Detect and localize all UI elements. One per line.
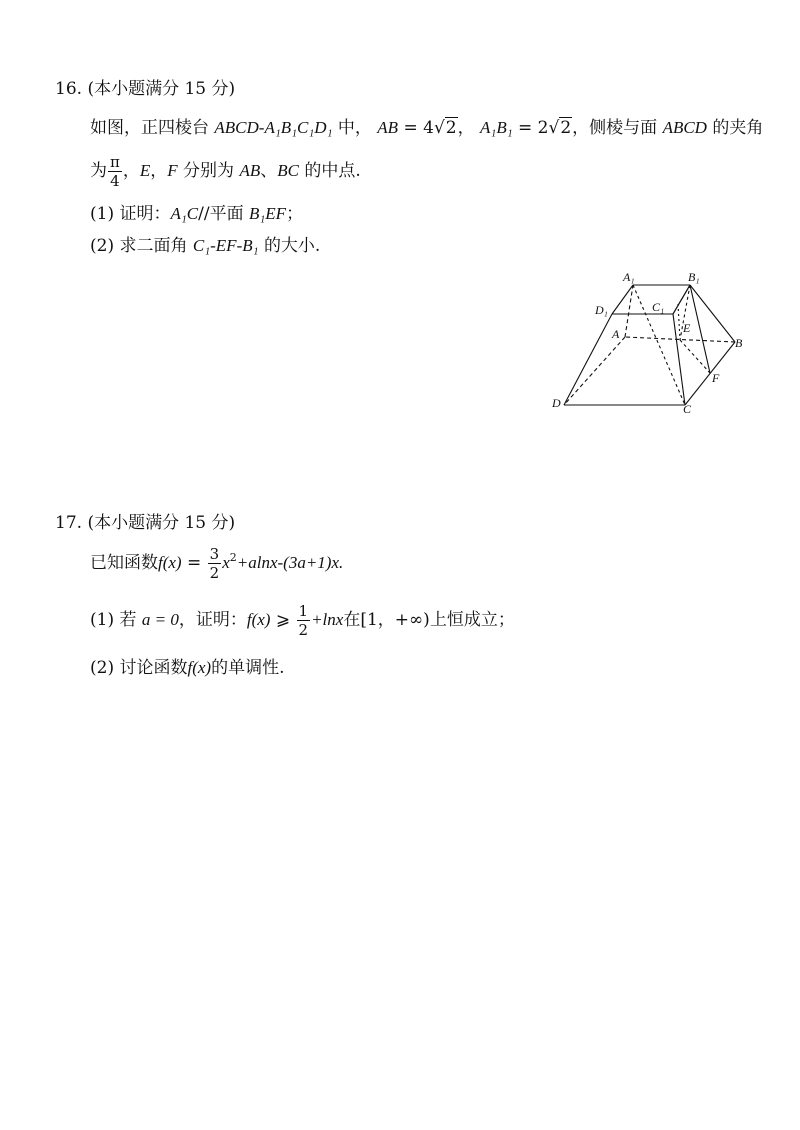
q17-part1	[90, 601, 515, 639]
line-c1-aux	[678, 304, 680, 340]
label-a: A	[612, 327, 620, 341]
label-d1: D₁	[595, 303, 608, 317]
q16-line2-text-4: 的中点.	[304, 161, 361, 181]
q16-ab-radicand: 2	[445, 118, 457, 138]
q16-line2-pre: 为	[90, 161, 107, 181]
label-c1: C₁	[652, 300, 665, 314]
q16-frac-num: π	[110, 153, 120, 171]
q17-part1-geq: ⩾	[270, 610, 296, 630]
q16-part1-line: A₁C	[170, 204, 199, 223]
q16-part1-label: (1) 证明：	[90, 204, 171, 224]
q16-intro-text-2: 中，	[337, 118, 372, 138]
q17-part1-label: (1) 若	[90, 610, 137, 630]
q16-a1b1-value: = 2	[512, 118, 549, 138]
q16-part1	[90, 203, 303, 225]
q16-solid-name: ABCD-A₁B₁C₁D₁	[214, 118, 333, 137]
q17-fraction	[208, 545, 222, 582]
q17-part1-text: ，证明：	[178, 610, 247, 630]
q16-angle-fraction	[108, 153, 122, 190]
q16-intro-text-3: ，侧棱与面	[572, 118, 658, 138]
q16-line2-text-2: 分别为	[183, 161, 235, 181]
q16-a1b1-radicand: 2	[560, 118, 572, 138]
q16-part2-angle: C₁-EF-B₁	[192, 236, 259, 255]
q16-point-e: E	[139, 161, 151, 180]
q16-line2-text-1: ，	[122, 161, 140, 181]
label-c: C	[683, 402, 692, 416]
q17-part1-rest: +lnx	[311, 610, 344, 629]
q16-part1-text: //平面	[198, 204, 244, 224]
q16-a1b1-sqrt: √2	[548, 118, 572, 138]
q16-part1-end: ；	[286, 204, 304, 224]
q17-frac-den: 2	[209, 564, 220, 582]
q16-line2-text-3: 、	[260, 161, 278, 181]
q17-eq: =	[181, 553, 207, 573]
edge-d1a1	[612, 285, 633, 314]
edge-aa1	[625, 285, 633, 337]
q17-fx: f(x)	[158, 553, 182, 572]
q16-part2	[90, 235, 320, 257]
q16-intro-text-4: 的夹角	[712, 118, 764, 138]
label-b1: B₁	[688, 270, 700, 284]
q16-ab-sqrt: √2	[433, 118, 457, 138]
q16-part2-end: 的大小.	[263, 236, 321, 256]
q17-part2-end: 的单调性.	[211, 658, 285, 678]
q16-ab-label: AB	[377, 118, 399, 137]
q17-x: x	[222, 553, 230, 572]
label-b: B	[735, 336, 743, 350]
line-ef	[680, 340, 710, 373]
q17-part1-fraction	[297, 602, 311, 639]
q17-intro	[90, 544, 343, 582]
q16-ab-value: = 4	[398, 118, 434, 138]
q17-frac-num: 3	[209, 545, 220, 563]
q16-intro-sep: ，	[457, 118, 475, 138]
q16-header: 16. (本小题满分 15 分)	[55, 79, 236, 99]
q17-part2	[90, 657, 284, 679]
q17-header: 17. (本小题满分 15 分)	[55, 513, 236, 533]
q16-point-f: F	[167, 161, 178, 180]
q16-segment-bc: BC	[277, 161, 299, 180]
q16-segment-ab: AB	[239, 161, 261, 180]
q16-a1b1-label: A₁B₁	[480, 118, 513, 137]
q17-part2-label: (2) 讨论函数	[90, 658, 188, 678]
label-a1: A₁	[623, 270, 635, 284]
q17-intro-pre: 已知函数	[90, 553, 158, 573]
q17-part1-frac-num: 1	[298, 602, 309, 620]
q16-line2	[90, 152, 361, 190]
q17-part1-fx: f(x)	[246, 610, 271, 629]
q17-part1-range: 在[1，+∞)上恒成立；	[343, 610, 515, 630]
q17-rest: +alnx-(3a+1)x.	[236, 553, 344, 572]
q17-part1-frac-den: 2	[298, 621, 309, 639]
q16-intro	[90, 117, 763, 139]
q16-line2-comma: ，	[150, 161, 168, 181]
edge-cb	[685, 342, 735, 405]
q17-part2-fx: f(x)	[187, 658, 212, 677]
q16-intro-text-1: 如图，正四棱台	[90, 118, 209, 138]
q16-frac-den: 4	[110, 172, 120, 190]
q16-part2-label: (2) 求二面角	[90, 236, 188, 256]
label-f: F	[712, 371, 720, 385]
label-d: D	[552, 396, 561, 410]
label-e: E	[683, 321, 691, 335]
q17-part1-condition: a = 0	[141, 610, 179, 629]
q16-part1-plane: B₁EF	[249, 204, 287, 223]
q16-plane-name: ABCD	[662, 118, 707, 137]
q17-square: 2	[229, 551, 237, 564]
frustum-figure	[540, 262, 750, 422]
